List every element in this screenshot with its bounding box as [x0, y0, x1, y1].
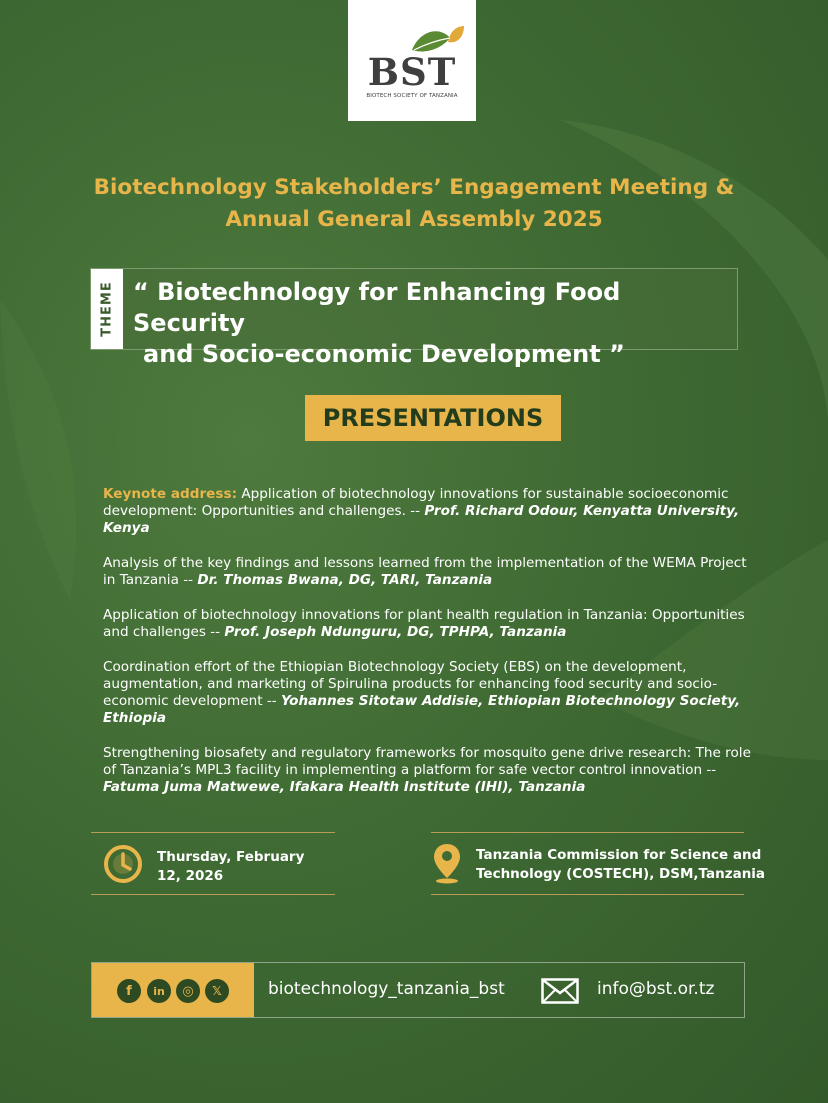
- event-venue-line2: Technology (COSTECH), DSM,Tanzania: [476, 866, 766, 882]
- social-handle[interactable]: biotechnology_tanzania_bst: [268, 979, 505, 999]
- theme-text: [133, 277, 733, 370]
- logo-acronym: BST: [367, 50, 457, 94]
- event-title-line1: Biotechnology Stakeholders’ Engagement Meeting &: [93, 175, 735, 200]
- contact-footer: [91, 962, 745, 1018]
- theme-label-tab: [91, 269, 123, 349]
- instagram-icon[interactable]: ◎: [176, 979, 200, 1003]
- venue-divider-bottom: [431, 894, 744, 895]
- clock-icon: [103, 844, 143, 884]
- presentation-topic: Coordination effort of the Ethiopian Biotechnology Society (EBS) on the development, augmentation, and marketing of Spirulina products for enhancing food security and socio-economic development --: [103, 659, 718, 709]
- presentation-speaker: Prof. Joseph Ndunguru, DG, TPHPA, Tanzania: [224, 624, 567, 640]
- location-pin-icon: [432, 842, 462, 884]
- presentation-item: [103, 745, 753, 796]
- mail-icon: [541, 978, 579, 1004]
- x-icon[interactable]: 𝕏: [205, 979, 229, 1003]
- presentation-item: [103, 486, 753, 537]
- venue-divider-top: [431, 832, 744, 833]
- theme-line2: and Socio-economic Development ”: [143, 340, 625, 368]
- email-link[interactable]: info@bst.or.tz: [597, 979, 715, 999]
- event-title: [60, 172, 768, 236]
- event-date-line2: 12, 2026: [157, 868, 224, 884]
- date-divider-bottom: [91, 894, 335, 895]
- presentation-speaker: Fatuma Juma Matwewe, Ifakara Health Institute (IHI), Tanzania: [103, 779, 586, 795]
- event-date-line1: Thursday, February: [157, 849, 305, 865]
- presentations-list: [103, 486, 753, 814]
- keynote-label: Keynote address:: [103, 486, 238, 502]
- presentations-heading: [305, 395, 561, 441]
- facebook-icon[interactable]: f: [117, 979, 141, 1003]
- event-venue-line1: Tanzania Commission for Science and: [476, 847, 762, 863]
- presentation-topic: Application of biotechnology innovations for sustainable socioeconomic development: Opportunities and challenges. --: [103, 486, 729, 519]
- theme-box: [90, 268, 738, 368]
- event-title-line2: Annual General Assembly 2025: [225, 207, 603, 232]
- presentation-speaker: Dr. Thomas Bwana, DG, TARI, Tanzania: [197, 572, 493, 588]
- linkedin-icon[interactable]: in: [147, 979, 171, 1003]
- event-venue: [476, 846, 766, 884]
- bst-logo: [348, 0, 476, 121]
- date-divider-top: [91, 832, 335, 833]
- theme-label: THEME: [99, 281, 115, 337]
- presentation-topic: Application of biotechnology innovations for plant health regulation in Tanzania: Opportunities and challenges --: [103, 607, 745, 640]
- theme-line1: “ Biotechnology for Enhancing Food Security: [133, 278, 621, 337]
- event-date: [157, 848, 327, 886]
- presentation-topic: Analysis of the key findings and lessons learned from the implementation of the WEMA Project in Tanzania --: [103, 555, 747, 588]
- presentations-heading-label: PRESENTATIONS: [322, 404, 544, 432]
- presentation-item: [103, 607, 753, 641]
- presentation-speaker: Prof. Richard Odour, Kenyatta University, Kenya: [103, 503, 740, 536]
- presentation-speaker: Yohannes Sitotaw Addisie, Ethiopian Biotechnology Society, Ethiopia: [103, 693, 741, 726]
- presentation-item: [103, 659, 753, 727]
- logo-tagline: BIOTECH SOCIETY OF TANZANIA: [366, 93, 458, 99]
- presentation-topic: Strengthening biosafety and regulatory frameworks for mosquito gene drive research: The role of Tanzania’s MPL3 facility in implementing a platform for safe vector control innovation --: [103, 745, 751, 778]
- social-links-panel: [92, 963, 254, 1017]
- presentation-item: [103, 555, 753, 589]
